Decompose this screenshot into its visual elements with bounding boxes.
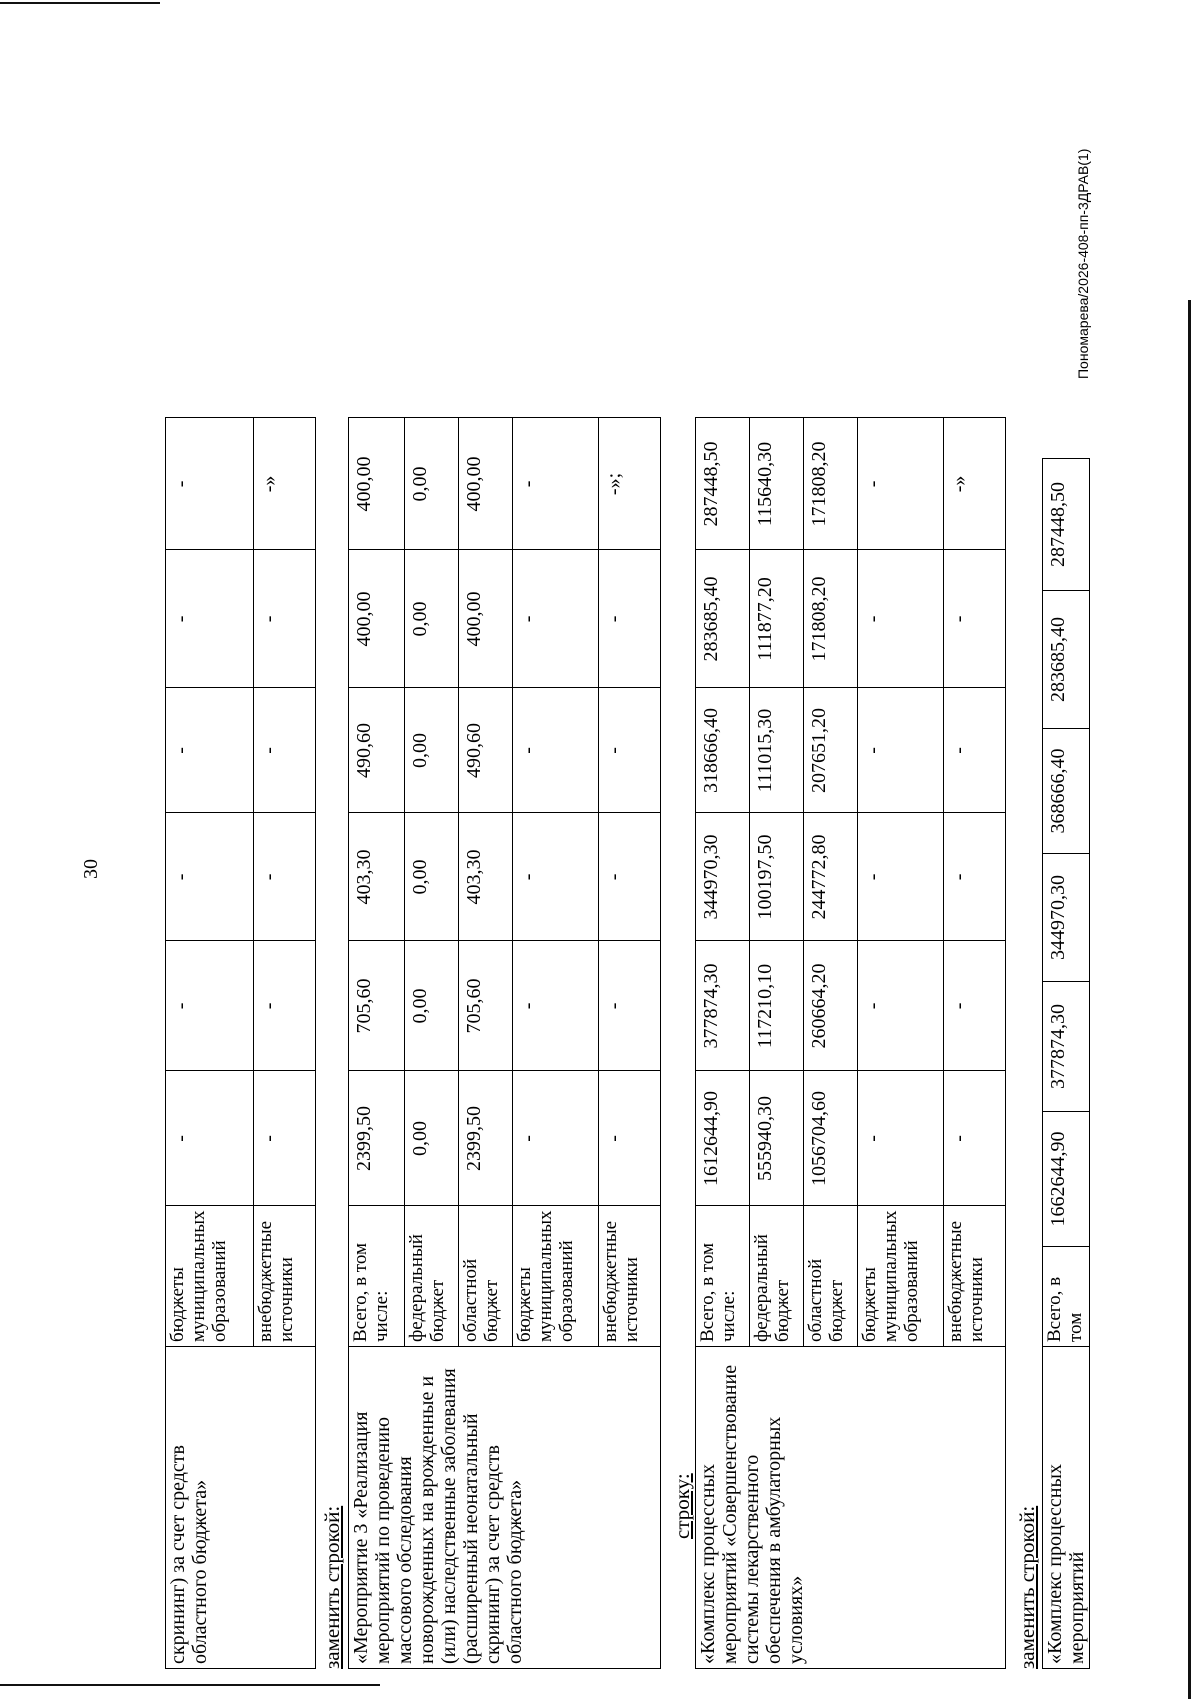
value-cell: 377874,30: [1043, 982, 1090, 1112]
value-cell: 0,00: [405, 418, 459, 550]
measure-name-cell: «Комплекс процессных мероприятий: [1043, 1347, 1090, 1669]
source-cell: областной бюджет: [459, 1206, 513, 1347]
source-cell: Всего, в том: [1043, 1247, 1090, 1347]
value-cell: 377874,30: [696, 941, 750, 1071]
value-cell: -: [166, 418, 254, 550]
value-cell: 400,00: [459, 550, 513, 688]
value-cell: -: [944, 941, 1006, 1071]
table-replacement-measure-3: [348, 417, 661, 1669]
value-cell: 403,30: [349, 813, 405, 941]
value-cell: 400,00: [349, 550, 405, 688]
value-cell: 318666,40: [696, 688, 750, 813]
value-cell: 0,00: [405, 550, 459, 688]
value-cell: -: [944, 688, 1006, 813]
source-cell: бюджеты муниципальных образований: [513, 1206, 599, 1347]
value-cell: -»: [254, 418, 316, 550]
value-cell: 400,00: [459, 418, 513, 550]
value-cell: -: [858, 813, 944, 941]
value-cell: -: [944, 813, 1006, 941]
value-cell: 555940,30: [750, 1071, 804, 1206]
value-cell: 1056704,60: [804, 1071, 858, 1206]
value-cell: 400,00: [349, 418, 405, 550]
value-cell: -»;: [599, 418, 661, 550]
instruction-replace-1: заменить строкой:: [320, 1505, 344, 1669]
value-cell: -: [599, 550, 661, 688]
value-cell: 0,00: [405, 688, 459, 813]
value-cell: 115640,30: [750, 418, 804, 550]
value-cell: -: [513, 813, 599, 941]
value-cell: 2399,50: [349, 1071, 405, 1206]
value-cell: -: [166, 941, 254, 1071]
value-cell: 0,00: [405, 1071, 459, 1206]
value-cell: 283685,40: [696, 550, 750, 688]
value-cell: 0,00: [405, 941, 459, 1071]
table-process-complex-new: [1042, 458, 1090, 1669]
source-cell: федеральный бюджет: [405, 1206, 459, 1347]
document-code: Пономарева/2026-408-пп-3ДРАВ(1): [1075, 148, 1091, 379]
table-row: [696, 418, 750, 1669]
source-cell: внебюджетные источники: [254, 1206, 316, 1347]
value-cell: -: [166, 1071, 254, 1206]
source-cell: Всего, в том числе:: [696, 1206, 750, 1347]
value-cell: -: [599, 688, 661, 813]
value-cell: 283685,40: [1043, 591, 1090, 729]
value-cell: 117210,10: [750, 941, 804, 1071]
value-cell: -: [254, 813, 316, 941]
value-cell: -: [166, 550, 254, 688]
value-cell: -: [513, 418, 599, 550]
value-cell: 2399,50: [459, 1071, 513, 1206]
table-row: [166, 418, 254, 1669]
value-cell: 0,00: [405, 813, 459, 941]
value-cell: 705,60: [349, 941, 405, 1071]
value-cell: -: [858, 418, 944, 550]
value-cell: -: [858, 941, 944, 1071]
page-number: 30: [80, 859, 102, 879]
value-cell: -: [254, 941, 316, 1071]
value-cell: -: [599, 941, 661, 1071]
value-cell: -: [254, 1071, 316, 1206]
value-cell: -: [599, 1071, 661, 1206]
value-cell: 368666,40: [1043, 729, 1090, 854]
source-cell: бюджеты муниципальных образований: [166, 1206, 254, 1347]
instruction-replace-2: заменить строкой:: [1015, 1505, 1039, 1669]
value-cell: -: [166, 688, 254, 813]
value-cell: -: [858, 688, 944, 813]
value-cell: 207651,20: [804, 688, 858, 813]
value-cell: 260664,20: [804, 941, 858, 1071]
value-cell: 1612644,90: [696, 1071, 750, 1206]
measure-name-cell: «Мероприятие 3 «Реализация мероприятий по проведению массового обследования новорожденных на врожденные и (или) наследственные заболевания (расширенный неонатальный скрининг) за счет средств областного бюджета»: [349, 1347, 661, 1669]
value-cell: -: [513, 550, 599, 688]
measure-name-cell: скрининг) за счет средств областного бюджета»: [166, 1347, 316, 1669]
value-cell: -: [944, 550, 1006, 688]
value-cell: -: [166, 813, 254, 941]
value-cell: 490,60: [459, 688, 513, 813]
value-cell: 1662644,90: [1043, 1112, 1090, 1247]
source-cell: бюджеты муниципальных образований: [858, 1206, 944, 1347]
value-cell: 287448,50: [696, 418, 750, 550]
value-cell: 244772,80: [804, 813, 858, 941]
value-cell: 403,30: [459, 813, 513, 941]
value-cell: -: [254, 550, 316, 688]
source-cell: внебюджетные источники: [599, 1206, 661, 1347]
value-cell: -: [513, 941, 599, 1071]
value-cell: 344970,30: [1043, 854, 1090, 982]
value-cell: -: [858, 1071, 944, 1206]
instruction-row: строку:: [670, 1473, 694, 1539]
source-cell: федеральный бюджет: [750, 1206, 804, 1347]
measure-name-cell: «Комплекс процессных мероприятий «Совершенствование системы лекарственного обеспечения в амбулаторных условиях»: [696, 1347, 1006, 1669]
source-cell: внебюджетные источники: [944, 1206, 1006, 1347]
value-cell: -: [513, 1071, 599, 1206]
source-cell: Всего, в том числе:: [349, 1206, 405, 1347]
value-cell: 100197,50: [750, 813, 804, 941]
value-cell: -»: [944, 418, 1006, 550]
value-cell: 344970,30: [696, 813, 750, 941]
value-cell: 287448,50: [1043, 459, 1090, 591]
table-row: [349, 418, 405, 1669]
value-cell: -: [513, 688, 599, 813]
source-cell: областной бюджет: [804, 1206, 858, 1347]
value-cell: -: [599, 813, 661, 941]
table-process-complex-old: [695, 417, 1006, 1669]
value-cell: 171808,20: [804, 550, 858, 688]
value-cell: -: [944, 1071, 1006, 1206]
value-cell: 111877,20: [750, 550, 804, 688]
table-row: [1043, 459, 1090, 1669]
value-cell: 171808,20: [804, 418, 858, 550]
value-cell: 490,60: [349, 688, 405, 813]
value-cell: -: [254, 688, 316, 813]
table-continuation: [165, 417, 316, 1669]
value-cell: 705,60: [459, 941, 513, 1071]
value-cell: 111015,30: [750, 688, 804, 813]
value-cell: -: [858, 550, 944, 688]
